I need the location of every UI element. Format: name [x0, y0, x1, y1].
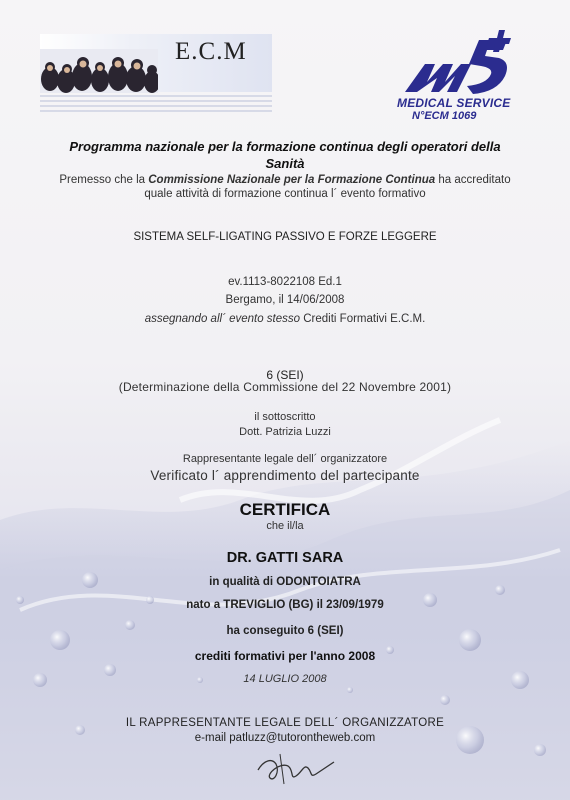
signatory-role: Rappresentante legale dell´ organizzatore	[182, 453, 388, 465]
event-place-date: Bergamo, il 14/06/2008	[225, 294, 345, 306]
contact-email: e-mail patluzz@tutorontheweb.com	[194, 732, 376, 744]
credits-determination: (Determinazione della Commissione del 22 Novembre 2001)	[118, 380, 452, 394]
premise-before: Premesso che la	[59, 174, 146, 186]
brand-name: MEDICAL SERVICE	[397, 96, 511, 110]
event-title: SISTEMA SELF-LIGATING PASSIVO E FORZE LEGGERE	[133, 231, 437, 243]
programme-line-2: Sanità	[265, 156, 305, 171]
programme-title	[0, 138, 570, 172]
issue-date: 14 LUGLIO 2008	[243, 673, 327, 685]
premise-line-2: quale attività di formazione continua l´ evento formativo	[144, 188, 426, 200]
credits-year: crediti formativi per l'anno 2008	[194, 649, 376, 663]
brand-code: N°ECM 1069	[412, 110, 477, 122]
event-assignment	[0, 313, 570, 325]
programme-line-1: Programma nazionale per la formazione continua degli operatori della	[69, 139, 501, 154]
premise-line-1	[0, 173, 570, 187]
event-code: ev.1113-8022108 Ed.1	[228, 276, 342, 288]
signature	[250, 748, 340, 788]
certifica-heading: CERTIFICA	[239, 500, 331, 519]
learning-verified: Verificato l´ apprendimento del partecipante	[150, 468, 420, 483]
che-il-la: che il/la	[266, 520, 304, 532]
signatory-name: Dott. Patrizia Luzzi	[239, 426, 331, 438]
participant-birth: nato a TREVIGLIO (BG) il 23/09/1979	[186, 599, 384, 611]
ecm-title: E.C.M	[175, 38, 247, 65]
signatory-intro: il sottoscritto	[254, 411, 316, 423]
ecm-decorative-lines	[40, 93, 272, 117]
premise-commission: Commissione Nazionale per la Formazione Continua	[148, 174, 436, 186]
assign-rest: Crediti Formativi E.C.M.	[303, 313, 426, 325]
credits-achieved: ha conseguito 6 (SEI)	[226, 625, 344, 637]
assign-italic: assegnando all´ evento stesso	[144, 313, 301, 325]
participant-name: DR. GATTI SARA	[226, 550, 344, 566]
ecm-group-photo	[40, 49, 158, 93]
premise-after: ha accreditato	[438, 174, 511, 186]
legal-representative: IL RAPPRESENTANTE LEGALE DELL´ ORGANIZZATORE	[125, 717, 445, 729]
premise-text	[0, 173, 570, 201]
participant-qualification: in qualità di ODONTOIATRA	[209, 576, 361, 588]
credits-value: 6 (SEI)	[266, 368, 304, 382]
